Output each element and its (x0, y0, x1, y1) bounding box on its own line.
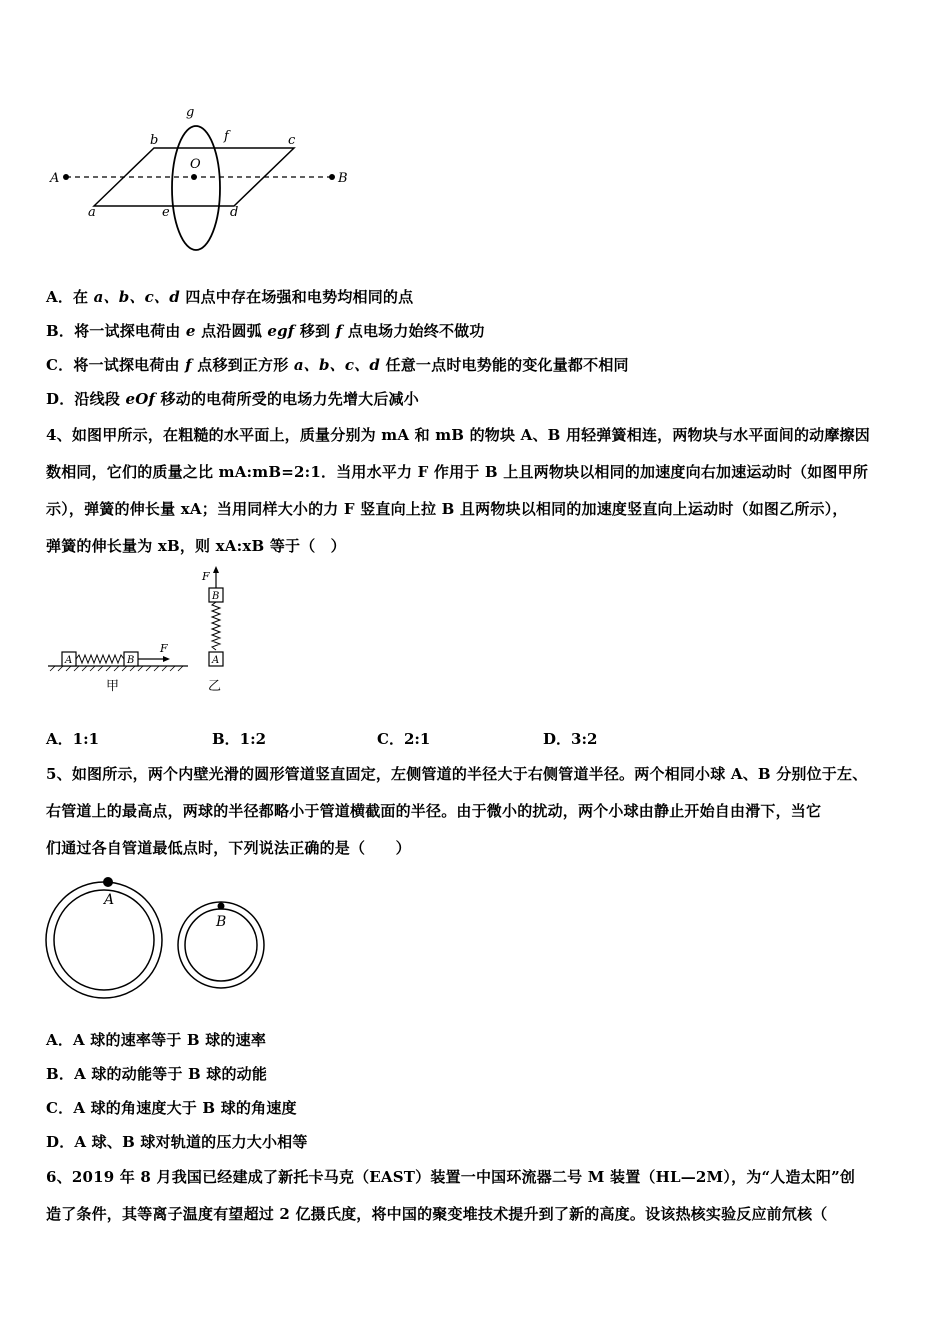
q5-option-a: A．A 球的速率等于 B 球的速率 (46, 1031, 267, 1049)
q3-option-a: A．在 a、b、c、d 四点中存在场强和电势均相同的点 (46, 288, 414, 306)
spring-horizontal (76, 655, 124, 663)
ball-B (218, 903, 225, 910)
q4-option-d: D．3:2 (543, 730, 598, 748)
q3-option-d: D．沿线段 eOf 移动的电荷所受的电场力先增大后减小 (46, 390, 419, 408)
label-yi: 乙 (208, 679, 222, 694)
label-b: b (150, 133, 159, 148)
q3-option-b: B．将一试探电荷由 e 点沿圆弧 egf 移到 f 点电场力始终不做功 (46, 322, 485, 340)
figure-circular-pipes (44, 872, 274, 1012)
point-B (329, 174, 335, 180)
label-a: a (88, 205, 96, 220)
label-d: d (230, 205, 239, 220)
figure-spring-blocks (44, 562, 264, 702)
figure-square-ring (44, 98, 364, 258)
q4-option-b: B．1:2 (212, 730, 267, 748)
q6-text-line2: 造了条件，其等离子温度有望超过 2 亿摄氏度，将中国的聚变堆技术提升到了新的高度。设该热核实验反应前氘核（ (46, 1205, 828, 1223)
label-B: B (338, 171, 348, 186)
label-B-jia: B (127, 655, 135, 666)
q5-option-d: D．A 球、B 球对轨道的压力大小相等 (46, 1133, 308, 1151)
label-B-yi: B (212, 591, 220, 602)
label-F-yi: F (202, 570, 210, 583)
ball-A (103, 877, 113, 887)
label-jia: 甲 (106, 679, 120, 694)
q5-option-b: B．A 球的动能等于 B 球的动能 (46, 1065, 268, 1083)
label-ball-A: A (104, 892, 115, 908)
label-f: f (224, 129, 229, 144)
label-A-jia: A (65, 655, 73, 666)
label-A: A (50, 171, 60, 186)
ring (172, 126, 220, 250)
q4-text-line2: 数相同，它们的质量之比 mA:mB=2:1．当用水平力 F 作用于 B 上且两物块以相同的加速度向右加速运动时（如图甲所 (46, 463, 869, 481)
label-A-yi: A (212, 655, 220, 666)
q5-text-line1: 5、如图所示，两个内壁光滑的圆形管道竖直固定，左侧管道的半径大于右侧管道半径。两个相同小球 A、B 分别位于左、 (46, 765, 868, 783)
label-g: g (186, 105, 195, 120)
q4-text-line3: 示），弹簧的伸长量 xA；当用同样大小的力 F 竖直向上拉 B 且两物块以相同的加速度竖直向上运动时（如图乙所示）， (46, 500, 848, 518)
label-c: c (288, 133, 296, 148)
q3-option-c: C．将一试探电荷由 f 点移到正方形 a、b、c、d 任意一点时电势能的变化量都不相同 (46, 356, 629, 374)
label-O: O (190, 157, 201, 172)
q5-option-c: C．A 球的角速度大于 B 球的角速度 (46, 1099, 297, 1117)
ground-hatch (50, 666, 183, 671)
point-A (63, 174, 69, 180)
q5-text-line2: 右管道上的最高点，两球的半径都略小于管道横截面的半径。由于微小的扰动，两个小球由静止开始自由滑下，当它 (46, 802, 822, 820)
q6-text-line1: 6、2019 年 8 月我国已经建成了新托卡马克（EAST）装置一中国环流器二号 M 装置（HL—2M），为“人造太阳”创 (46, 1168, 856, 1186)
label-F-jia: F (160, 642, 168, 655)
q4-text-line1: 4、如图甲所示，在粗糙的水平面上，质量分别为 mA 和 mB 的物块 A、B 用轻弹簧相连，两物块与水平面间的动摩擦因 (46, 426, 870, 444)
spring-vertical (212, 602, 220, 650)
q4-option-c: C．2:1 (377, 730, 431, 748)
q4-text-line4: 弹簧的伸长量为 xB，则 xA:xB 等于（ ） (46, 537, 346, 555)
q4-option-a: A．1:1 (46, 730, 100, 748)
q5-text-line3: 们通过各自管道最低点时，下列说法正确的是（ ） (46, 839, 411, 857)
point-O (191, 174, 197, 180)
label-ball-B: B (216, 914, 227, 930)
label-e: e (162, 205, 170, 220)
